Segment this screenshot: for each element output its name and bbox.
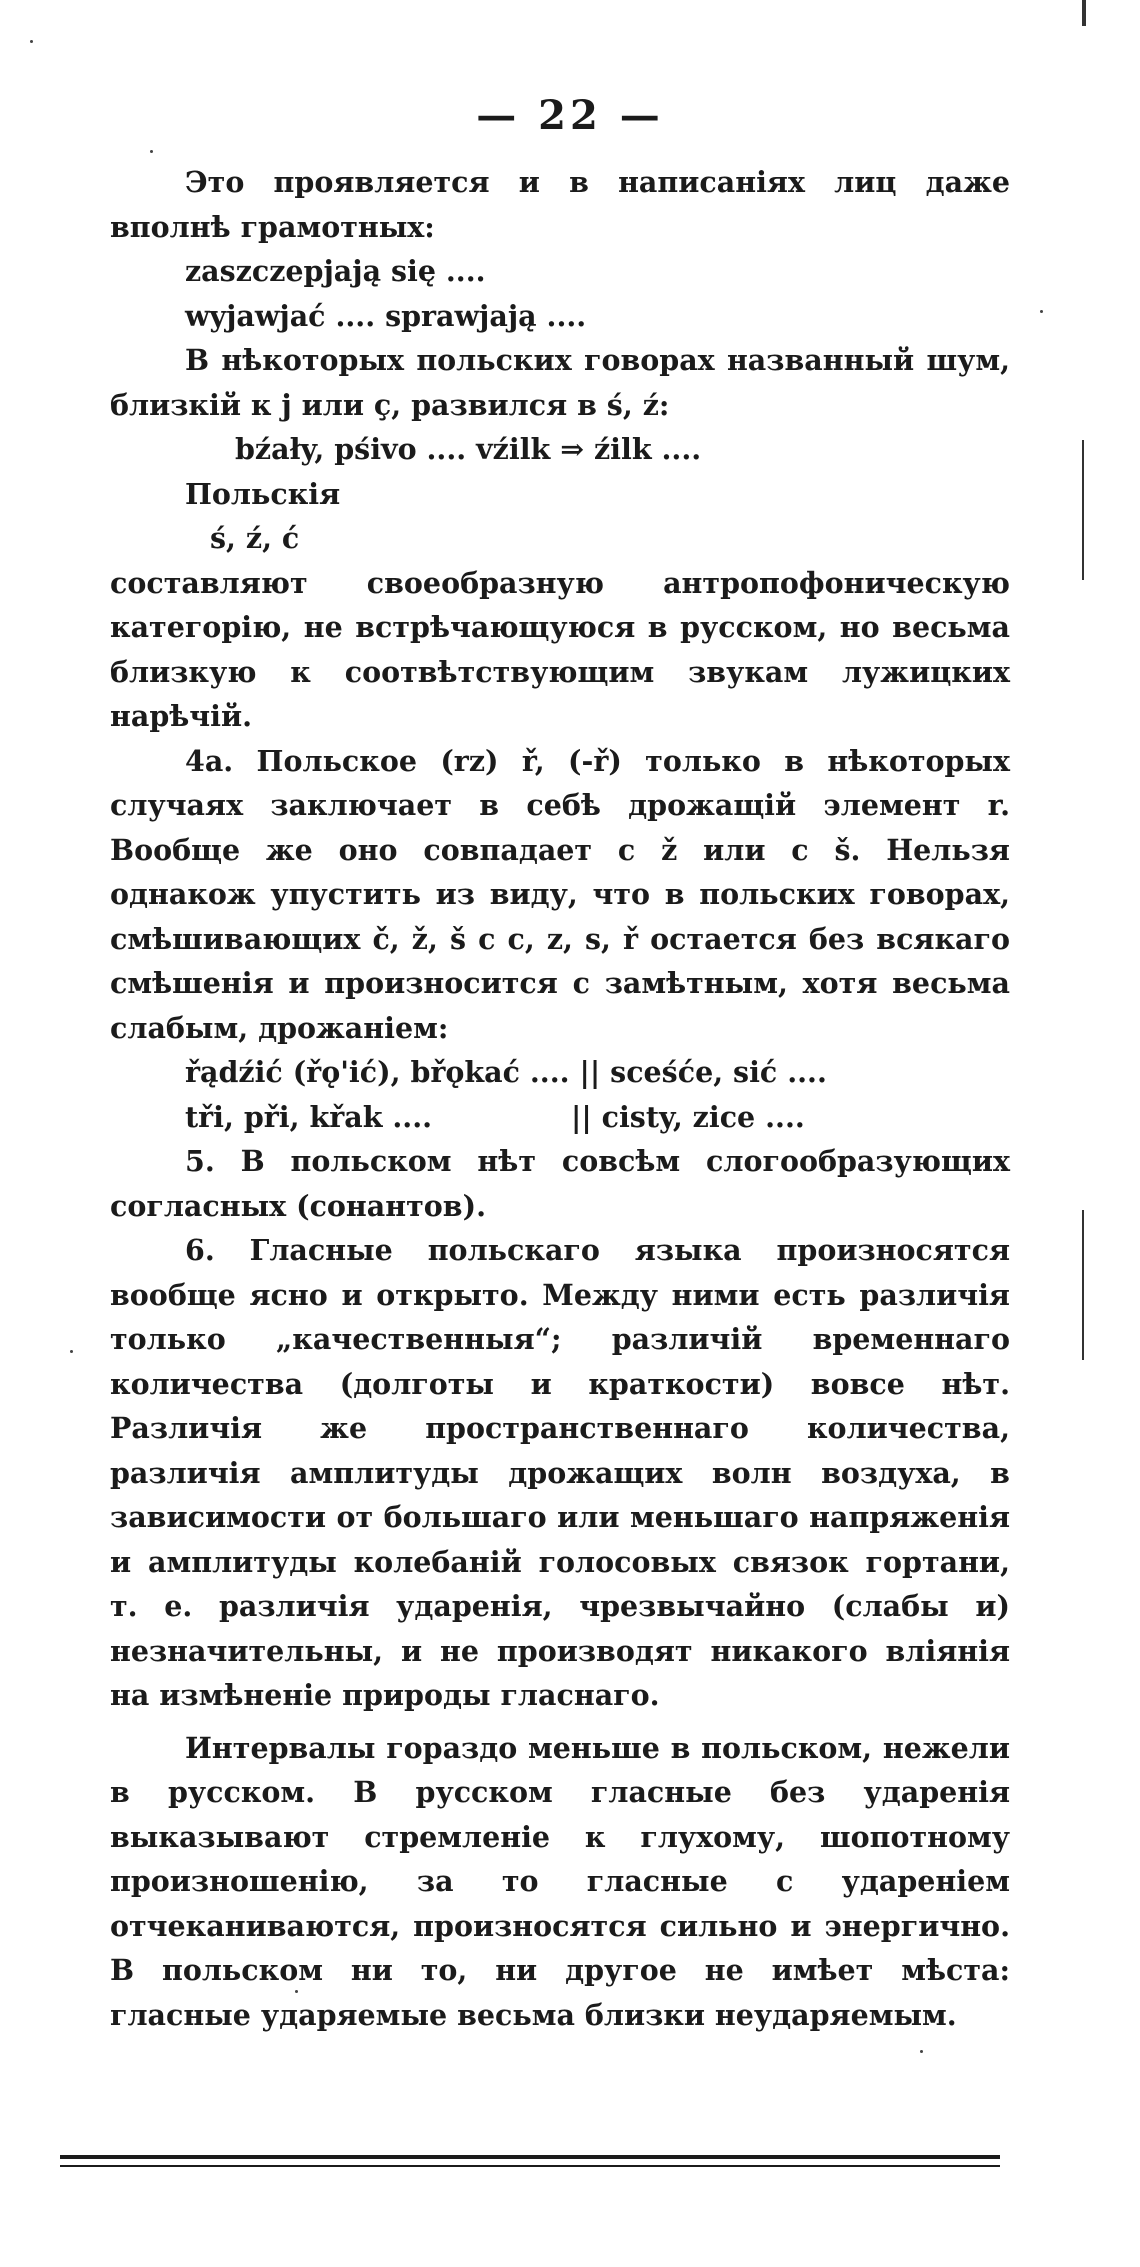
paragraph: Интервалы гораздо меньше в польском, нежели в русском. В русском гласные без ударенія выказывают стремленіе к глухому, шопотному произношенію, за то гласные с удареніем отчеканиваются, произносятся сильно и энергично. В польском ни то, ни другое не имѣет мѣста: гласные ударяемые весьма близки неударяемым. bbox=[110, 1730, 1010, 2032]
margin-mark bbox=[1082, 1210, 1084, 1360]
bottom-rule bbox=[60, 2155, 1000, 2159]
example-line: zaszczepjają się .... bbox=[185, 254, 486, 288]
page-number: — 22 — bbox=[476, 92, 664, 139]
paragraph-6: 6. Гласные польскаго языка произносятся вообще ясно и открыто. Между ними есть различія только „качественныя“; различій временнаго количества (долготы и краткости) вовсе нѣт. Различія же пространственнаго количества, различія амплитуды дрожащих волн воздуха, в зависимости от большаго или меньшаго напряженія и амплитуды колебаній голосовых связок гортани, т. е. различія ударенія, чрезвычайно (слабы и) незначительны, и не производят никакого вліянія на измѣненіе природы гласнаго. bbox=[110, 1233, 1010, 1712]
example-line: tři, při, křak .... || cisty, zice .... bbox=[185, 1099, 805, 1134]
example-line: wyjawjać .... sprawjają .... bbox=[185, 298, 587, 333]
margin-mark bbox=[1082, 0, 1086, 26]
scan-speck bbox=[70, 1350, 73, 1353]
paragraph-4a: 4а. Польское (rz) ř, (-ř) только в нѣкоторых случаях заключает в себѣ дрожащій элемент r. Вообще же оно совпадает с ž или с š. Нельзя однакож упустить из виду, что в польских говорах, смѣшивающих č, ž, š с c, z, s, ř остается без всякаго смѣшенія и произносится с замѣтным, хотя весьма слабым, дрожаніем: bbox=[110, 743, 1010, 1045]
margin-mark bbox=[1082, 440, 1084, 580]
example-line: Польскія bbox=[185, 476, 341, 511]
scan-speck bbox=[295, 1990, 298, 1993]
example-line: řądźić (řǫ'ić), břǫkać .... || sceśće, sić .... bbox=[185, 1055, 827, 1089]
page-body bbox=[110, 160, 1010, 2037]
scan-speck bbox=[1040, 310, 1043, 313]
paragraph: Это проявляется и в написаніях лиц даже вполнѣ грамотных: bbox=[110, 165, 1010, 244]
example-line: bźały, pśivo .... vźilk ⇒ źilk .... bbox=[235, 432, 702, 466]
paragraph-gap bbox=[110, 1718, 1010, 1726]
paragraph: В нѣкоторых польских говорах названный шум, близкій к j или ç, развился в ś, ź: bbox=[110, 343, 1010, 422]
paragraph: составляют своеобразную антропофоническую категорію, не встрѣчающуюся в русском, но весьма близкую к соотвѣтствующим звукам лужицких нарѣчій. bbox=[110, 565, 1010, 733]
scan-speck bbox=[150, 150, 153, 153]
example-line: ś, ź, ć bbox=[210, 521, 300, 555]
scan-speck bbox=[30, 40, 33, 43]
bottom-rule-thin bbox=[60, 2165, 1000, 2167]
paragraph-5: 5. В польском нѣт совсѣм слогообразующих согласных (сонантов). bbox=[110, 1144, 1010, 1223]
scan-speck bbox=[920, 2050, 923, 2053]
